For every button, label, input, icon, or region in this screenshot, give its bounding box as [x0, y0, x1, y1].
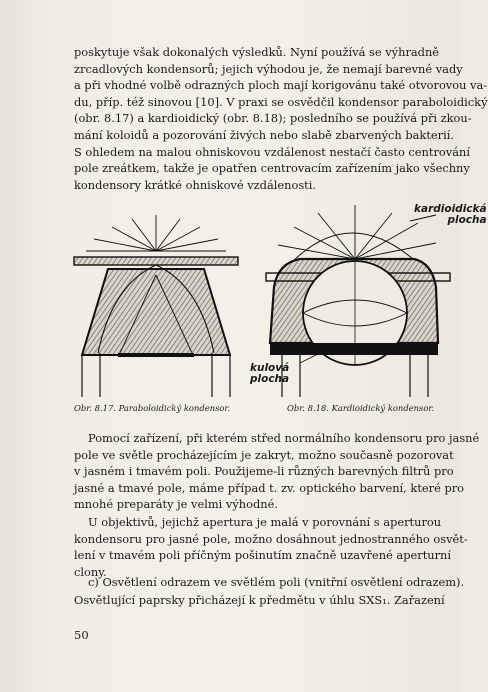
- figure-caption: Obr. 8.18. Kardioidický kondensor.: [287, 403, 435, 413]
- label-line: kardioidická: [414, 203, 487, 215]
- paraboloid-condenser-diagram: [72, 203, 242, 399]
- text-line: Pomocí zařízení, při kterém střed normálního kondensoru pro jasné: [88, 431, 480, 445]
- text-line: kondensory krátké ohniskové vzdálenosti.: [74, 177, 317, 192]
- text-line: jasné a tmavé pole, máme případ t. zv. optického barvení, které pro: [74, 480, 465, 495]
- label-line: kulová: [250, 362, 290, 374]
- text-line: clony.: [74, 564, 107, 579]
- text-line: zrcadlových kondensorů; jejich výhodou je, že nemají barevné vady: [74, 61, 463, 76]
- label-spherical-surface: [250, 363, 289, 385]
- light-rays: [278, 205, 436, 259]
- figure-caption: Obr. 8.17. Paraboloidický kondensor.: [74, 403, 231, 413]
- section-heading: [74, 574, 474, 591]
- text-line: a při vhodné volbě odrazných ploch mají korigovánu také otvorovou va-: [74, 78, 488, 93]
- condenser-body: [82, 269, 230, 355]
- text-line: poskytuje však dokonalých výsledků. Nyní používá se výhradně: [74, 45, 440, 59]
- page-number: 50: [74, 628, 89, 642]
- text-line: mnohé preparáty je velmi výhodné.: [74, 497, 278, 512]
- text-line: du, příp. též sinovou [10]. V praxi se osvědčil kondensor paraboloidický: [74, 94, 488, 109]
- text-line: lení v tmavém poli příčným pošinutím značně uzavřené aperturní: [74, 548, 452, 563]
- text-line: mání koloidů a pozorování živých nebo slabě zbarvených bakterií.: [74, 127, 454, 142]
- cardioid-condenser-diagram: [260, 203, 460, 399]
- paragraph-reflection: [74, 592, 474, 609]
- text-line: pole ve světle procházejícím je zakryt, možno současně pozorovat: [74, 447, 454, 462]
- paragraph-optical-staining: [74, 430, 480, 513]
- text-line: (obr. 8.17) a kardioidický (obr. 8.18); posledního se používá při zkou-: [74, 111, 472, 126]
- label-cardioid-surface: [414, 204, 487, 226]
- text-line: pole zreátkem, takže je opatřen centrovacím zařízením jako všechny: [74, 161, 470, 176]
- paragraph-objectives: [74, 514, 474, 580]
- text-line: v jasném i tmavém poli. Použijeme-li různých barevných filtrů pro: [74, 464, 454, 479]
- label-line: plocha: [250, 373, 290, 385]
- paragraph-condensers: [74, 44, 488, 193]
- label-line: plocha: [447, 214, 487, 226]
- text-line: U objektivů, jejichž apertura je malá v porovnání s aperturou: [88, 515, 442, 529]
- text-line: S ohledem na malou ohniskovou vzdálenost nestačí často centrování: [74, 144, 470, 159]
- slide-plate: [74, 257, 238, 265]
- text-line: kondensoru pro jasné pole, možno dosáhnout jednostranného osvět-: [74, 531, 468, 546]
- text-line: Osvětlující paprsky přicházejí k předmětu v úhlu SXS₁. Zařazení: [74, 593, 445, 607]
- light-rays: [86, 215, 226, 251]
- text-line: c) Osvětlení odrazem ve světlém poli (vnitřní osvětlení odrazem).: [88, 575, 465, 589]
